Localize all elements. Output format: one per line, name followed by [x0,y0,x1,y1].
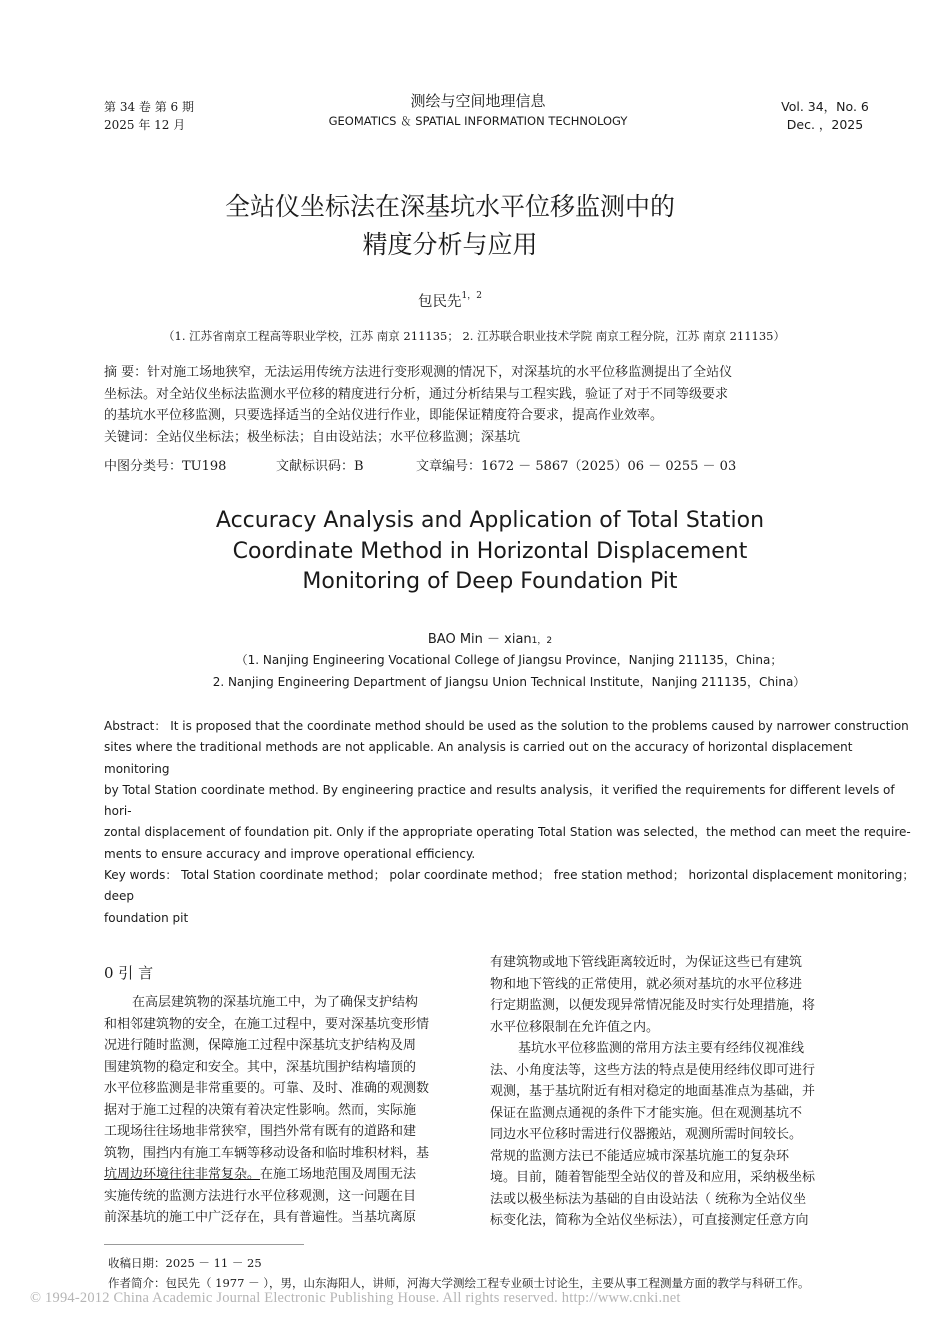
paper-title-cn [140,188,760,264]
body-column-left [104,992,464,1229]
doc-code: 文献标识码：B [276,459,364,474]
body-line: 标变化法，简称为全站仪坐标法），可直接测定任意方向 [490,1213,809,1228]
body-line: 常规的监测方法已不能适应城市深基坑施工的复杂环 [490,1148,790,1164]
author-bio: 作者简介：包民先（ 1977 － ），男，山东海阳人，讲师，河海大学测绘工程专业硕士讨论生，主要从事工程测量方面的教学与科研工作。 [108,1276,810,1290]
body-line: 有建筑物或地下管线距离较近时，为保证这些已有建筑 [490,955,803,970]
underlined-text: 坑周边环境往往非常复杂。 [104,1167,261,1182]
journal-issue-en [760,98,890,134]
footnote-divider [104,1244,304,1245]
body-line: 保证在监测点通视的条件下才能实施。但在观测基坑不 [490,1105,803,1121]
title-en-line: Coordinate Method in Horizontal Displacement [232,538,748,564]
body-line: 物和地下管线的正常使用，就必须对基坑的水平位移进 [490,976,803,992]
author-affil-marker-en: 1，2 [531,636,553,646]
abstract-en-line: ments to ensure accuracy and improve operational efficiency. [104,846,476,861]
author-en [160,628,820,647]
body-line: 水平位移监测是非常重要的。可靠、及时、准确的观测数 [104,1081,430,1096]
body-line: 水平位移限制在允许值之内。 [490,1019,660,1035]
affiliation-en-line: （1. Nanjing Engineering Vocational College of Jiangsu Province，Nanjing 211135，China； [235,653,783,667]
body-line: 和相邻建筑物的安全，在施工过程中，要对深基坑变形情 [104,1016,430,1032]
body-line: 观测，基于基坑附近有相对稳定的地面基准点为基础，并 [490,1084,816,1099]
abstract-cn-line: 摘 要：针对施工场地狭窄，无法运用传统方法进行变形观测的情况下，对深基坑的水平位移监测提出了全站仪 [104,365,733,380]
body-line: 同边水平位移时需进行仪器搬站，观测所需时间较长。 [490,1127,803,1142]
abstract-cn [104,362,794,448]
volume-en: Vol. 34，No. 6 [781,99,869,114]
abstract-cn-line: 坐标法。对全站仪坐标法监测水平位移的精度进行分析，通过分析结果与工程实践，验证了对于不同等级要求 [104,386,729,402]
author-affil-marker: 1，2 [461,291,482,302]
article-number: 文章编号：1672 － 5867（2025）06 － 0255 － 03 [416,459,737,474]
journal-name-en: GEOMATICS ＆ SPATIAL INFORMATION TECHNOLOGY [328,114,628,128]
body-line: 前深基坑的施工中广泛存在，具有普遍性。当基坑离原 [104,1210,417,1225]
title-cn-line: 精度分析与应用 [362,230,538,259]
body-line: 境。目前，随着智能型全站仪的普及和应用，采纳极坐标 [490,1170,816,1185]
abstract-en [104,716,942,929]
journal-name [300,90,656,130]
volume-cn: 第 34 卷 第 6 期 [104,100,194,114]
abstract-en-line: monitoring [104,761,170,776]
author-name-en: BAO Min － xian [427,632,532,647]
section-heading-introduction: 0 引 言 [104,964,154,982]
keywords-en: Key words： Total Station coordinate method； polar coordinate method； free station method； horizontal displacement monitoring； [104,868,915,883]
author-name-cn: 包民先 [418,294,462,310]
abstract-en-line: by Total Station coordinate method. By engineering practice and results analysis，it verified the requirements for different levels of [104,782,895,797]
body-line: 况进行随时监测，保障施工过程中深基坑支护结构及周 [104,1038,417,1053]
paper-title-en [160,506,820,598]
affiliation-en-line: 2. Nanjing Engineering Department of Jiangsu Union Technical Institute，Nanjing 211135，China） [212,675,806,689]
date-en: Dec. ，2025 [786,117,864,132]
body-text: 在施工场地范围及周围无法 [260,1167,417,1182]
body-line: 法或以极坐标法为基础的自由设站法（ 统称为全站仪坐 [490,1191,807,1207]
abstract-en-line: Abstract： It is proposed that the coordinate method should be used as the solution to the problems caused by narrower construction [104,719,909,733]
body-line: 据对于施工过程的决策有着决定性影响。然而，实际施 [104,1102,417,1118]
journal-name-cn: 测绘与空间地理信息 [410,92,546,110]
body-line: 基坑水平位移监测的常用方法主要有经纬仪视准线 [518,1041,805,1056]
keywords-cn: 关键词：全站仪坐标法；极坐标法；自由设站法；水平位移监测；深基坑 [104,429,521,445]
received-date: 收稿日期：2025 － 11 － 25 [108,1256,262,1270]
body-line: 实施传统的监测方法进行水平位移观测，这一问题在目 [104,1188,417,1204]
body-column-right [490,952,850,1232]
author-cn [140,290,760,311]
abstract-en-line: hori- [104,804,132,819]
title-en-line: Monitoring of Deep Foundation Pit [302,569,678,594]
date-cn: 2025 年 12 月 [104,118,186,132]
keywords-en-line: foundation pit [104,910,189,925]
body-line: 在高层建筑物的深基坑施工中，为了确保支护结构 [132,995,419,1010]
title-cn-line: 全站仪坐标法在深基坑水平位移监测中的 [224,192,675,221]
affiliation-cn: （1. 江苏省南京工程高等职业学校，江苏 南京 211135； 2. 江苏联合职业技术学院 南京工程分院，江苏 南京 211135） [163,329,785,343]
abstract-cn-line: 的基坑水平位移监测，只要选择适当的全站仪进行作业，即能保证精度符合要求，提高作业效率。 [104,408,664,423]
title-en-line: Accuracy Analysis and Application of Total Station [215,508,765,533]
clc-number: 中图分类号：TU198 [104,459,227,474]
body-line [104,1164,464,1186]
abstract-en-line: zontal displacement of foundation pit. Only if the appropriate operating Total Station was selected，the method can meet the require- [104,825,911,840]
journal-issue-cn [104,98,194,134]
abstract-en-line: sites where the traditional methods are not applicable. An analysis is carried out on the accuracy of horizontal displacement [104,740,853,755]
body-line: 筑物，围挡内有施工车辆等移动设备和临时堆积材料，基 [104,1145,430,1161]
copyright-notice: © 1994-2012 China Academic Journal Electronic Publishing House. All rights reserved. http://www.cnki.net [30,1290,681,1306]
body-line: 行定期监测，以便发现异常情况能及时实行处理措施，将 [490,998,816,1013]
keywords-en-line: deep [104,889,134,904]
body-line: 围建筑物的稳定和安全。其中，深基坑围护结构墙顶的 [104,1059,417,1075]
body-line: 工现场往往场地非常狭窄，围挡外常有既有的道路和建 [104,1124,417,1139]
body-line: 法、小角度法等，这些方法的特点是使用经纬仪即可进行 [490,1062,816,1078]
classification-info [104,455,736,474]
